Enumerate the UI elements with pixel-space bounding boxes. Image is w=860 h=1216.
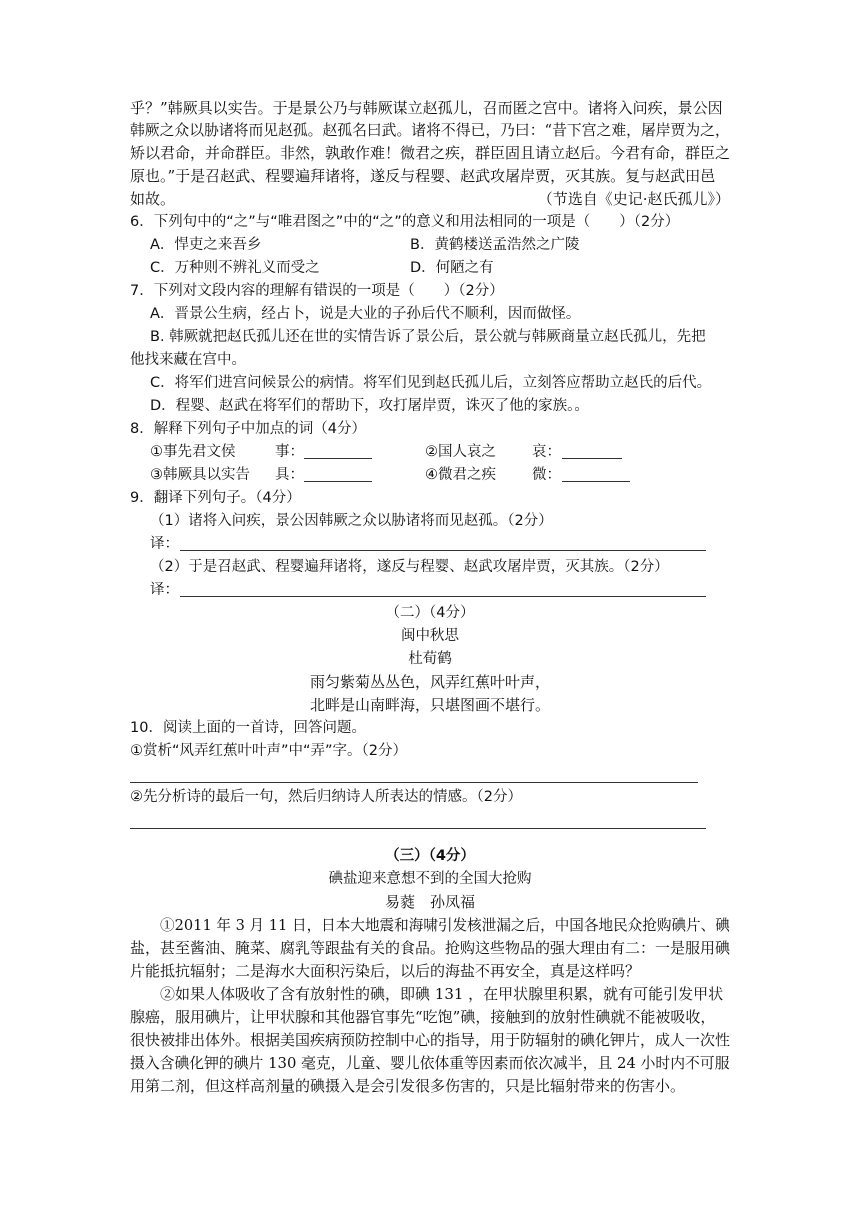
poem-line-1: 雨匀紫菊丛丛色，风弄红蕉叶叶声，: [309, 673, 550, 691]
q9-answer-1-field[interactable]: [180, 550, 706, 551]
q6-option-a: A．悍吏之来吾乡: [150, 237, 262, 253]
q9-sentence-2: （2）于是召赵武、程婴遍拜诸将，遂反与程婴、赵武攻屠岸贾，灭其族。（2分）: [150, 559, 669, 575]
article-p2-line: 用第二剂，但这样高剂量的碘摄入是会引发很多伤害的，只是比辐射带来的伤害小。: [130, 1077, 686, 1095]
q7-option-c: C．将军们进宫问候景公的病情。将军们见到赵氏孤儿后，立刻答应帮助立赵氏的后代。: [150, 375, 712, 391]
q7-option-a: A．晋景公生病，经占卜，说是大业的子孙后代不顺利，因而做怪。: [150, 306, 581, 322]
q8-item-3-key: 具：: [275, 467, 304, 483]
passage-line: 韩厥之众以胁诸将而见赵孤。赵孤名曰武。诸将不得已，乃曰：“昔下宫之难，屠岸贾为之，: [130, 121, 730, 139]
passage-line: 如故。: [130, 190, 176, 208]
article-p1-line: 盐，甚至酱油、腌菜、腐乳等跟盐有关的食品。抢购这些物品的强大理由有二：一是服用碘: [130, 939, 731, 957]
q10-sub-2: ②先分析诗的最后一句，然后归纳诗人所表达的情感。（2分）: [130, 789, 522, 805]
q7-stem: 7．下列对文段内容的理解有错误的一项是（ ）（2分）: [130, 283, 504, 299]
q6-stem: 6．下列句中的“之”与“唯君图之”中的“之”的意义和用法相同的一项是（ ）（2分）: [130, 214, 680, 230]
q8-item-2: ②国人哀之: [425, 444, 496, 460]
article-p2-line: 摄入含碘化钾的碘片 130 毫克，儿童、婴儿依体重等因素而依次减半，且 24 小时内不可服: [130, 1054, 730, 1072]
article-title: 碘盐迎来意想不到的全国大抢购: [328, 871, 532, 887]
article-p2-line: 很快被排出体外。根据美国疾病预防控制中心的指导，用于防辐射的碘化钾片，成人一次性: [130, 1031, 731, 1049]
q8-answer-4-field[interactable]: [562, 467, 630, 482]
q10-answer-1-field[interactable]: [130, 782, 698, 783]
q10-stem: 10．阅读上面的一首诗，回答问题。: [130, 720, 366, 736]
q6-option-b: B．黄鹤楼送孟浩然之广陵: [410, 237, 580, 253]
passage-line: 矫以君命，并命群臣。非然，孰敢作难！微君之疾，群臣固且请立赵后。今君有命，群臣之: [130, 144, 731, 162]
section2-heading: （二）（4分）: [385, 605, 475, 621]
poem-line-2: 北畔是山南畔海，只堪图画不堪行。: [309, 696, 550, 714]
article-p2-line: ②如果人体吸收了含有放射性的碘，即碘 131 ，在甲状腺里积累，就有可能引发甲状: [160, 985, 724, 1003]
q8-item-1: ①事先君文侯: [150, 444, 236, 460]
q9-answer-2-field[interactable]: [180, 596, 706, 597]
article-p1-line: ①2011 年 3 月 11 日，日本大地震和海啸引发核泄漏之后，中国各地民众抢购碘片、碘: [160, 916, 730, 934]
article-author: 易蕤 孙凤福: [384, 893, 475, 911]
passage-line: 原也。”于是召赵武、程婴遍拜诸将，遂反与程婴、赵武攻屠岸贾，灭其族。复与赵武田邑: [130, 167, 716, 185]
q7-option-b-cont: 他找来藏在宫中。: [130, 352, 246, 368]
q10-answer-2-field[interactable]: [130, 828, 706, 829]
q8-item-3: ③韩厥具以实告: [150, 467, 250, 483]
q8-stem: 8．解释下列句子中加点的词（4分）: [130, 421, 366, 437]
q9-yi-label: 译：: [150, 536, 179, 552]
q7-option-d: D．程婴、赵武在将军们的帮助下，攻打屠岸贾，诛灭了他的家族。。: [150, 398, 589, 414]
q8-item-2-key: 哀：: [532, 444, 561, 460]
q8-item-4: ④微君之疾: [425, 467, 496, 483]
passage-source: （节选自《史记·赵氏孤儿》）: [537, 190, 730, 208]
poem-title: 闽中秋思: [401, 628, 459, 644]
q6-option-c: C．万种则不辨礼义而受之: [150, 260, 320, 276]
q8-item-4-key: 微：: [532, 467, 561, 483]
q6-option-d: D．何陋之有: [410, 260, 494, 276]
q9-yi-label: 译：: [150, 582, 179, 598]
article-p2-line: 腺癌，服用碘片，让甲状腺和其他器官事先“吃饱”碘，接触到的放射性碘就不能被吸收，: [130, 1008, 716, 1026]
q8-answer-1-field[interactable]: [304, 444, 372, 459]
section3-heading: （三）（4分）: [385, 848, 475, 864]
q8-item-1-key: 事：: [275, 444, 304, 460]
q9-sentence-1: （1）诸将入问疾，景公因韩厥之众以胁诸将而见赵孤。（2分）: [150, 513, 553, 529]
q8-answer-2-field[interactable]: [562, 444, 622, 459]
q8-answer-3-field[interactable]: [304, 467, 372, 482]
passage-line: 乎？”韩厥具以实告。于是景公乃与韩厥谋立赵孤儿，召而匿之宫中。诸将入问疾，景公因: [130, 99, 723, 117]
q9-stem: 9．翻译下列句子。（4分）: [130, 490, 301, 506]
poem-author: 杜荀鹤: [408, 651, 452, 667]
article-p1-line: 片能抵抗辐射；二是海水大面积污染后，以后的海盐不再安全，真是这样吗？: [130, 962, 641, 980]
q10-sub-1: ①赏析“风弄红蕉叶叶声”中“弄”字。（2分）: [130, 743, 408, 759]
q7-option-b: B. 韩厥就把赵氏孤儿还在世的实情告诉了景公后，景公就与韩厥商量立赵氏孤儿，先把: [150, 329, 706, 345]
